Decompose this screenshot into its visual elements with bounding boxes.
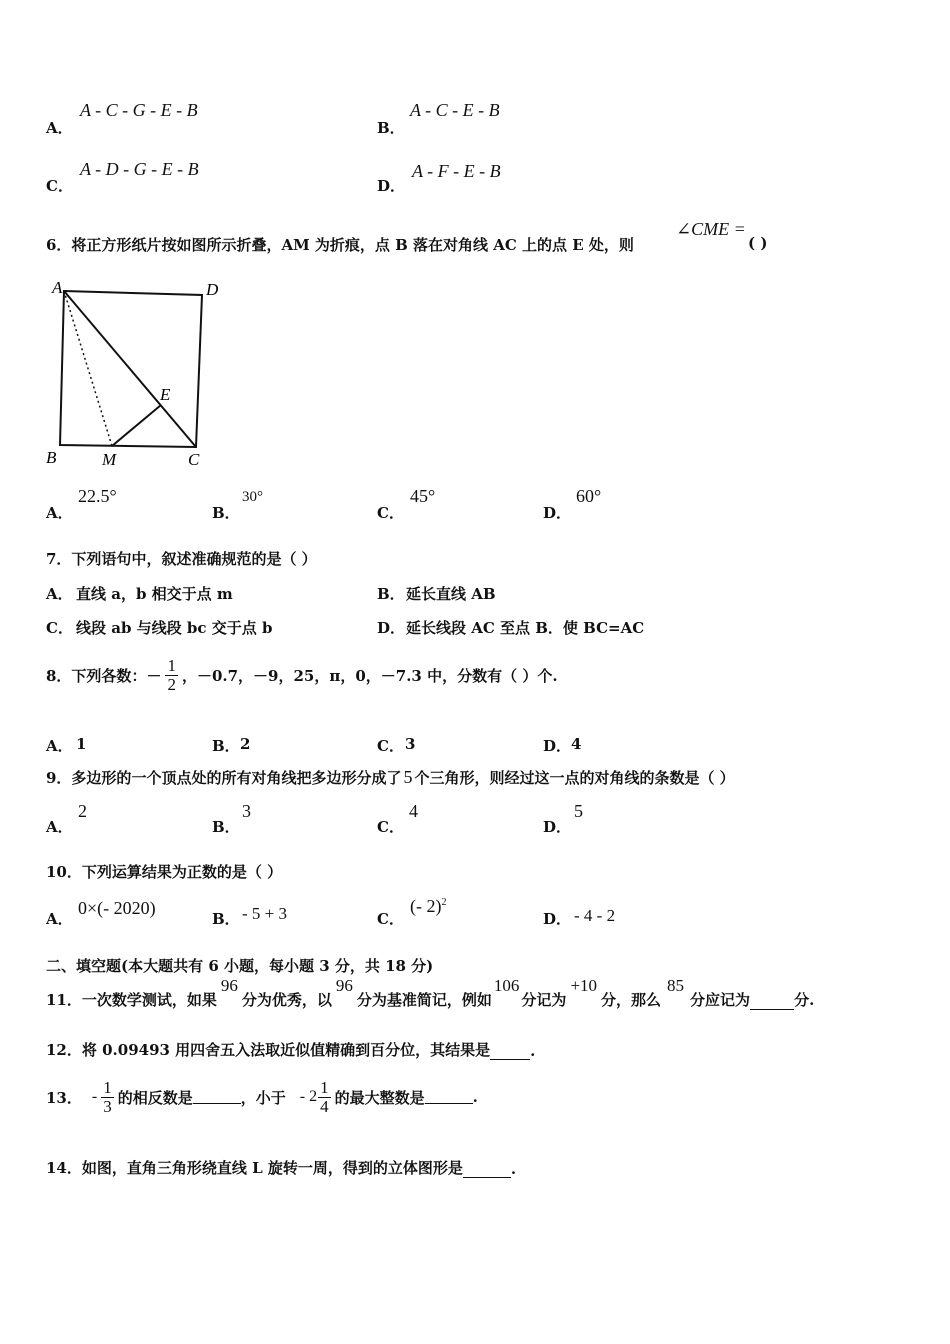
- q8-option-b-value: 2: [240, 735, 251, 753]
- q10-question-text: 10．下列运算结果为正数的是（ ）: [46, 863, 283, 881]
- q11-text-3: 分为基准简记，例如: [356, 991, 492, 1009]
- point-d-label: D: [206, 280, 219, 299]
- q9-option-b-label: B．: [212, 818, 240, 836]
- q7-option-b-label: B．: [377, 585, 405, 603]
- q5-option-d-label: D．: [377, 177, 406, 195]
- q10-option-d-value: - 4 - 2: [574, 906, 616, 925]
- q13-fraction-1: [101, 1079, 114, 1116]
- fold-line-am: [64, 291, 112, 446]
- q12-answer-blank[interactable]: [490, 1047, 530, 1060]
- q10-option-c-base: (- 2): [410, 896, 442, 916]
- q10-option-c-value: [410, 896, 446, 917]
- q12-text: 12．将 0.09493 用四舍五入法取近似值精确到百分位，其结果是: [46, 1041, 491, 1059]
- q9-option-b-value: 3: [242, 801, 251, 821]
- q8-prefix: 8．下列各数：－: [46, 666, 162, 685]
- q14-question-line: [46, 1157, 516, 1178]
- q14-end: .: [510, 1160, 517, 1178]
- q13-mixed-whole: - 2: [299, 1088, 318, 1105]
- point-e-label: E: [160, 385, 171, 404]
- q9-text-b: 个三角形，则经过这一点的对角线的条数是（ ）: [414, 768, 735, 787]
- q13-question-line: [46, 1072, 478, 1122]
- q7-option-a-label: A．: [46, 585, 73, 603]
- segment-me: [112, 405, 161, 446]
- q6-option-c-value: 45°: [410, 486, 436, 506]
- q13-fraction-2-numerator: 1: [320, 1077, 329, 1097]
- q9-number: 5: [403, 766, 413, 787]
- q6-option-a-label: A．: [46, 504, 73, 522]
- q11-text-6: 分应记为: [690, 991, 751, 1009]
- q8-fraction: [165, 657, 178, 694]
- q13-fraction-1-denominator: 3: [103, 1096, 112, 1116]
- q11-num-4: +10: [570, 976, 598, 995]
- q9-text-a: 9．多边形的一个顶点处的所有对角线把多边形分成了: [46, 768, 402, 787]
- q8-fraction-denominator: 2: [167, 674, 176, 694]
- q13-text-3: 的最大整数是: [334, 1088, 425, 1107]
- point-m-label: M: [102, 450, 117, 469]
- q9-option-a-value: 2: [78, 801, 87, 821]
- q11-text-1: 11．一次数学测试，如果: [46, 991, 217, 1009]
- q6-question-text: 6．将正方形纸片按如图所示折叠，AM 为折痕，点 B 落在对角线 AC 上的点 E 处，则: [46, 236, 634, 254]
- q11-num-3: 106: [493, 976, 520, 995]
- q11-num-1: 96: [220, 976, 238, 995]
- q7-option-c-label: C．: [46, 619, 73, 637]
- q13-text-1: 的相反数是: [117, 1088, 193, 1107]
- q8-option-d-value: 4: [571, 735, 582, 753]
- diagonal-ac: [64, 291, 196, 447]
- q10-option-c-label: C．: [377, 910, 404, 928]
- q5-option-b-value: A - C - E - B: [410, 100, 500, 120]
- q13-fraction-1-numerator: 1: [103, 1077, 112, 1097]
- q11-text-4: 分记为: [521, 991, 567, 1009]
- point-a-label: A: [52, 278, 63, 297]
- q8-fraction-numerator: 1: [167, 655, 176, 675]
- q10-option-a-value: 0×(- 2020): [78, 898, 156, 918]
- q12-question-line: [46, 1039, 535, 1060]
- q13-answer-blank-2[interactable]: [425, 1091, 473, 1104]
- q13-fraction-2-denominator: 4: [320, 1096, 329, 1116]
- q5-option-d-value: A - F - E - B: [412, 161, 501, 181]
- q13-text-2: ，小于: [240, 1088, 286, 1107]
- q10-option-c-exponent: 2: [441, 897, 447, 908]
- q5-option-c-label: C．: [46, 177, 73, 195]
- q13-prefix: 13．: [46, 1088, 82, 1107]
- q11-text-5: 分，那么: [601, 991, 662, 1009]
- q7-option-b-value: 延长直线 AB: [406, 585, 496, 603]
- q5-option-b-label: B．: [377, 119, 405, 137]
- q5-option-c-value: A - D - G - E - B: [80, 159, 199, 179]
- q8-option-a-value: 1: [76, 735, 87, 753]
- q7-option-c-value: 线段 ab 与线段 bc 交于点 b: [76, 619, 273, 637]
- q11-answer-blank[interactable]: [750, 997, 794, 1010]
- q9-option-c-label: C．: [377, 818, 404, 836]
- q8-question-line: [46, 650, 558, 700]
- q6-option-a-value: 22.5°: [78, 486, 117, 506]
- q11-question-line: [46, 978, 814, 1010]
- q12-end: .: [530, 1042, 536, 1060]
- q13-end: .: [472, 1088, 478, 1106]
- q9-question-line: [46, 766, 735, 788]
- point-c-label: C: [188, 450, 200, 469]
- q8-suffix: ，－0.7，－9，25，π，0，－7.3 中，分数有（ ）个.: [181, 666, 558, 685]
- q10-option-b-value: - 5 + 3: [242, 904, 287, 923]
- q7-option-a-value: 直线 a，b 相交于点 m: [76, 585, 233, 603]
- q13-negative-sign: -: [91, 1088, 98, 1105]
- q6-answer-paren: ( ): [748, 234, 768, 252]
- q6-option-b-label: B．: [212, 504, 240, 522]
- q7-question-text: 7．下列语句中，叙述准确规范的是（ ）: [46, 550, 317, 568]
- q9-option-d-label: D．: [543, 818, 572, 836]
- q6-square-figure: [40, 275, 230, 475]
- q7-option-d-label: D．: [377, 619, 406, 637]
- section2-title: 二、填空题(本大题共有 6 小题，每小题 3 分，共 18 分): [46, 957, 434, 975]
- q9-option-d-value: 5: [574, 801, 583, 821]
- q11-num-5: 85: [667, 976, 685, 995]
- q6-option-c-label: C．: [377, 504, 404, 522]
- q13-fraction-2: [318, 1079, 331, 1116]
- q7-option-d-value: 延长线段 AC 至点 B．使 BC=AC: [406, 619, 645, 637]
- q11-num-2: 96: [335, 976, 353, 995]
- q8-option-b-label: B．: [212, 737, 240, 755]
- q8-option-c-label: C．: [377, 737, 404, 755]
- q6-angle-formula: ∠CME =: [676, 219, 746, 239]
- q6-option-d-value: 60°: [576, 486, 602, 506]
- q9-option-a-label: A．: [46, 818, 73, 836]
- q8-option-d-label: D．: [543, 737, 572, 755]
- q8-option-c-value: 3: [405, 735, 416, 753]
- q5-option-a-value: A - C - G - E - B: [80, 100, 198, 120]
- q11-text-7: 分.: [794, 991, 815, 1009]
- q14-answer-blank[interactable]: [463, 1165, 511, 1178]
- q10-option-d-label: D．: [543, 910, 572, 928]
- q10-option-b-label: B．: [212, 910, 240, 928]
- q14-text: 14．如图，直角三角形绕直线 L 旋转一周，得到的立体图形是: [46, 1159, 463, 1177]
- q9-option-c-value: 4: [409, 801, 418, 821]
- q5-option-a-label: A．: [46, 119, 73, 137]
- q6-option-b-value: 30°: [242, 489, 263, 505]
- q6-option-d-label: D．: [543, 504, 572, 522]
- q8-option-a-label: A．: [46, 737, 73, 755]
- q13-answer-blank-1[interactable]: [193, 1091, 241, 1104]
- point-b-label: B: [46, 448, 57, 467]
- q11-text-2: 分为优秀，以: [241, 991, 332, 1009]
- q10-option-a-label: A．: [46, 910, 73, 928]
